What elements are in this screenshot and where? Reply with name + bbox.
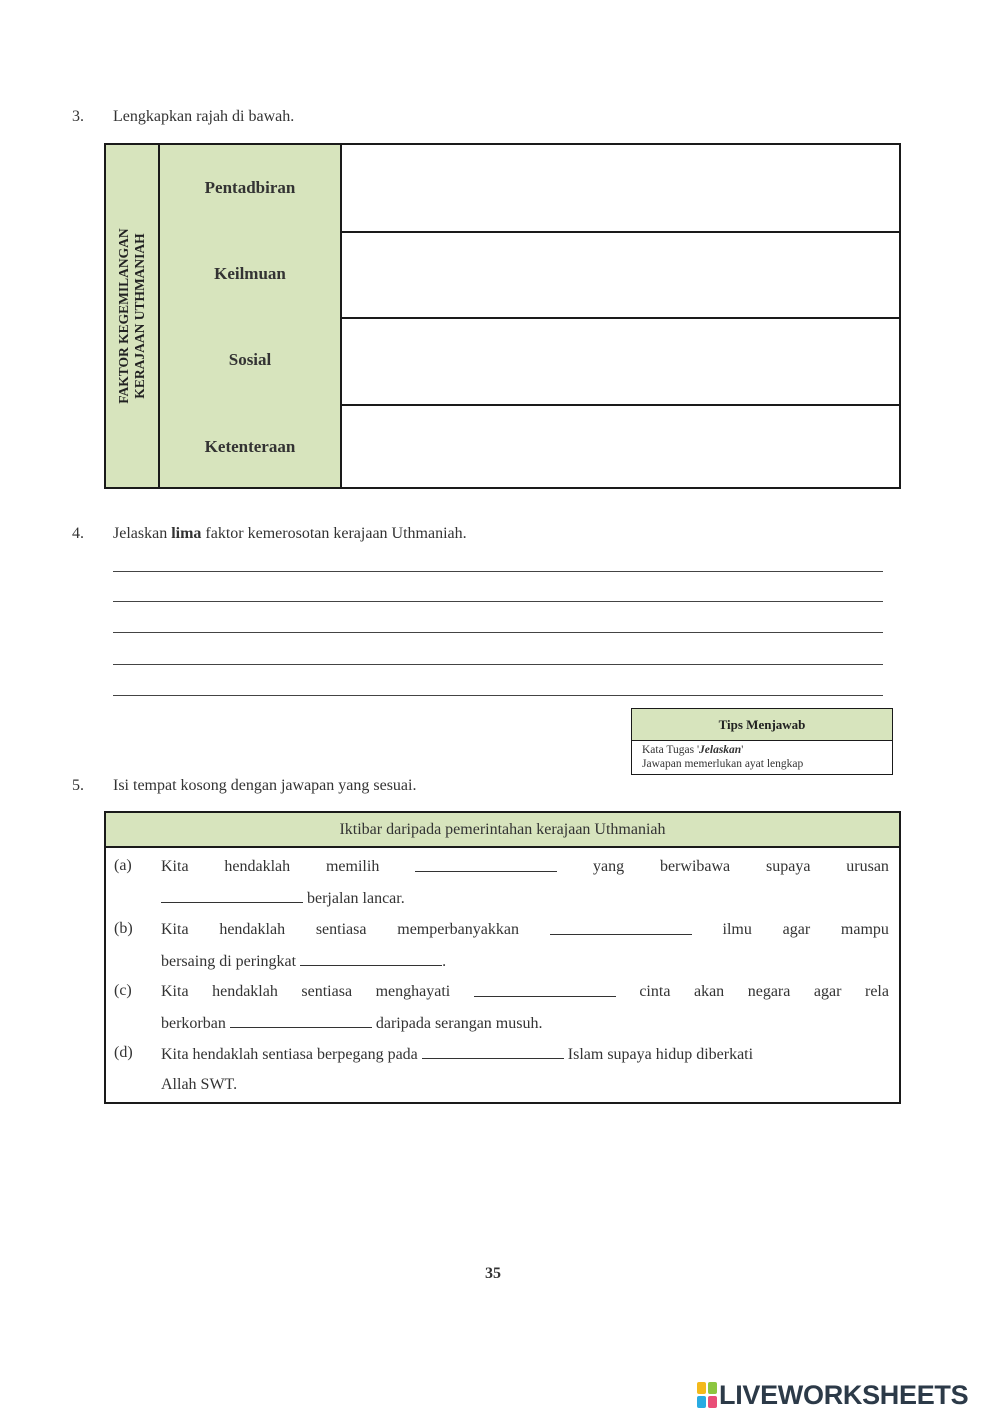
item-b-line-1 xyxy=(161,920,889,940)
iktibar-table-title: Iktibar daripada pemerintahan kerajaan Uthmaniah xyxy=(106,813,899,848)
tips-line-1 xyxy=(642,743,882,757)
word: agar xyxy=(782,921,811,938)
blank-b2[interactable] xyxy=(300,951,442,966)
word: hendaklah xyxy=(224,858,291,875)
tips-line-1-keyword: Jelaskan xyxy=(699,744,742,756)
word: sentiasa xyxy=(301,983,353,1000)
answer-box-keilmuan[interactable] xyxy=(342,231,899,319)
item-b-line-2 xyxy=(161,951,889,971)
word: memilih xyxy=(325,858,380,875)
liveworksheets-logo-text: LIVEWORKSHEETS xyxy=(719,1379,969,1410)
tips-body xyxy=(632,741,892,773)
question-4-instruction xyxy=(113,525,467,543)
word: rela xyxy=(864,983,889,1000)
q4-text-after: faktor kemerosotan kerajaan Uthmaniah. xyxy=(201,525,467,542)
item-c-line-2-end: daripada serangan musuh. xyxy=(371,1015,543,1032)
question-3-number: 3. xyxy=(72,108,84,125)
iktibar-table xyxy=(104,811,901,1104)
word: Kita xyxy=(161,858,189,875)
item-d-line-1-end: Islam supaya hidup diberkati xyxy=(563,1046,754,1063)
item-label: (d) xyxy=(114,1044,133,1061)
answer-line-2[interactable] xyxy=(113,601,883,602)
word: agar xyxy=(813,983,842,1000)
blank-c1[interactable] xyxy=(474,982,616,997)
word: akan xyxy=(693,983,725,1000)
tips-title: Tips Menjawab xyxy=(632,709,892,741)
word: menghayati xyxy=(375,983,451,1000)
blank-a1[interactable] xyxy=(415,857,557,872)
item-d-line-1-text: Kita hendaklah sentiasa berpegang pada xyxy=(161,1046,422,1063)
tips-line-1-suffix: ' xyxy=(741,744,744,756)
word: supaya xyxy=(765,858,811,875)
q4-text-bold: lima xyxy=(171,525,202,542)
answer-line-1[interactable] xyxy=(113,571,883,572)
blank-c2[interactable] xyxy=(230,1013,372,1028)
item-label: (a) xyxy=(114,857,132,874)
liveworksheets-logo-icon xyxy=(697,1382,717,1408)
word: memperbanyakkan xyxy=(397,921,519,938)
item-c-line-1 xyxy=(161,982,889,1002)
question-5-number: 5. xyxy=(72,777,84,794)
word: ilmu xyxy=(722,921,752,938)
item-c-line-2-text: berkorban xyxy=(161,1015,230,1032)
q4-text-before: Jelaskan xyxy=(113,525,172,542)
category-keilmuan: Keilmuan xyxy=(214,264,286,283)
word: Kita xyxy=(161,921,189,938)
answer-box-pentadbiran[interactable] xyxy=(342,145,899,233)
vertical-heading xyxy=(116,151,148,481)
category-pentadbiran: Pentadbiran xyxy=(204,178,296,197)
question-4-number: 4. xyxy=(72,525,84,542)
word: Kita xyxy=(161,983,189,1000)
word: hendaklah xyxy=(212,983,278,1000)
vertical-heading-cell xyxy=(106,145,160,487)
item-a-line-1 xyxy=(161,857,889,877)
word: negara xyxy=(747,983,791,1000)
item-d-line-1 xyxy=(161,1044,889,1064)
liveworksheets-logo xyxy=(697,1378,968,1412)
item-b-line-2-end: . xyxy=(442,953,447,970)
answer-line-4[interactable] xyxy=(113,664,883,665)
item-d-line-2: Allah SWT. xyxy=(161,1076,238,1093)
q3-diagram-table xyxy=(104,143,901,489)
tips-box xyxy=(631,708,893,775)
blank-a2[interactable] xyxy=(161,888,303,903)
item-b-line-2-text: bersaing di peringkat xyxy=(161,953,301,970)
vertical-heading-line-1: FAKTOR KEGEMILANGAN xyxy=(116,228,131,404)
item-label: (c) xyxy=(114,982,132,999)
word: cinta xyxy=(639,983,671,1000)
category-sosial: Sosial xyxy=(228,350,272,369)
item-label: (b) xyxy=(114,920,133,937)
answer-box-ketenteraan[interactable] xyxy=(342,404,899,487)
answer-line-3[interactable] xyxy=(113,632,883,633)
word: berwibawa xyxy=(659,858,731,875)
answer-line-5[interactable] xyxy=(113,695,883,696)
vertical-heading-line-2: KERAJAAN UTHMANIAH xyxy=(132,233,147,399)
blank-d1[interactable] xyxy=(422,1044,564,1059)
answer-column xyxy=(342,145,899,487)
word: mampu xyxy=(840,921,889,938)
answer-box-sosial[interactable] xyxy=(342,317,899,406)
question-3-instruction: Lengkapkan rajah di bawah. xyxy=(113,108,295,125)
tips-line-2: Jawapan memerlukan ayat lengkap xyxy=(642,758,804,770)
blank-b1[interactable] xyxy=(550,920,692,935)
category-ketenteraan: Ketenteraan xyxy=(204,437,296,456)
question-5-instruction: Isi tempat kosong dengan jawapan yang sesuai. xyxy=(113,777,417,794)
page-number: 35 xyxy=(485,1265,501,1282)
item-a-line-2 xyxy=(161,888,889,908)
tips-line-1-prefix: Kata Tugas ' xyxy=(642,744,700,756)
item-a-line-2-text: berjalan lancar. xyxy=(303,890,405,907)
word: urusan xyxy=(846,858,889,875)
category-column xyxy=(160,145,342,487)
word: yang xyxy=(593,858,625,875)
word: hendaklah xyxy=(219,921,286,938)
item-c-line-2 xyxy=(161,1013,889,1033)
word: sentiasa xyxy=(315,921,367,938)
